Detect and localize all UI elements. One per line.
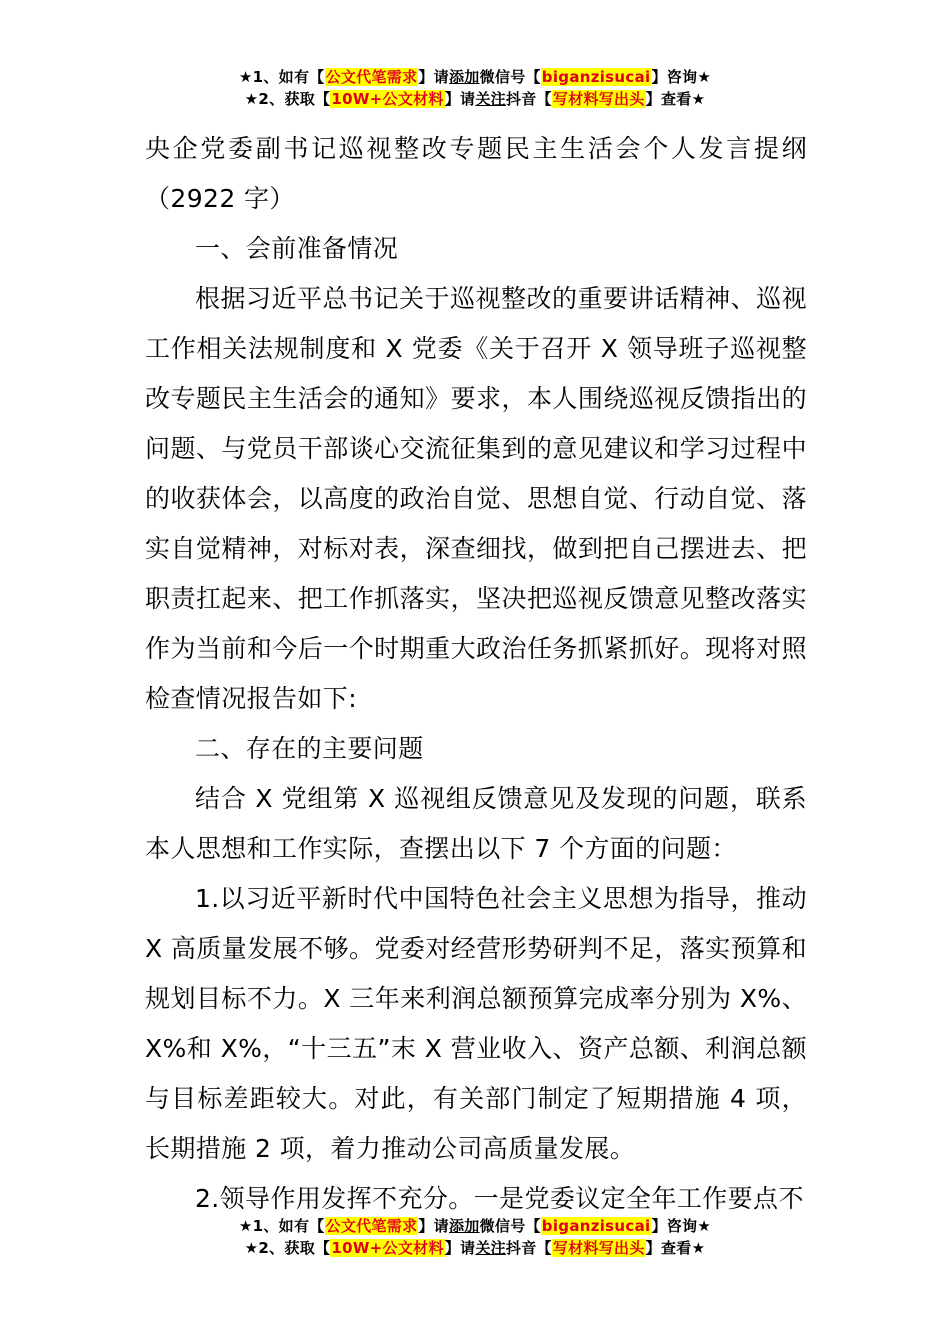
promo-line-1-suffix: 】咨询★ bbox=[651, 68, 712, 86]
document-title: 央企党委副书记巡视整改专题民主生活会个人发言提纲（2922 字） bbox=[145, 134, 807, 213]
promo-underline-follow: 关注 bbox=[475, 90, 506, 108]
promo-line-2 bbox=[0, 88, 950, 110]
promo-line-1-mid2: 微信号【 bbox=[479, 68, 541, 86]
footer-promo-underline-add: 添加 bbox=[448, 1217, 480, 1235]
footer-promo-line-2-mid1: 】请 bbox=[444, 1239, 476, 1257]
footer-promo-line-1-prefix: ★1、如有【 bbox=[238, 1217, 325, 1235]
promo-line-1-mid1: 】请 bbox=[418, 68, 449, 86]
promo-highlight-douyin-id: 写材料写出头 bbox=[552, 90, 645, 108]
footer-promo-line-1 bbox=[0, 1215, 950, 1237]
promo-line-2-suffix: 】查看★ bbox=[645, 90, 706, 108]
promo-line-1-prefix: ★1、如有【 bbox=[238, 68, 325, 86]
header-promo-banner bbox=[0, 66, 950, 110]
footer-promo-banner bbox=[0, 1215, 950, 1259]
paragraph-problem-1: 1.以习近平新时代中国特色社会主义思想为指导，推动 X 高质量发展不够。党委对经营形势研判不足，落实预算和规划目标不力。X 三年来利润总额预算完成率分别为 X%、X%和 X%，“十三五”末 X 营业收入、资产总额、利润总额与目标差距较大。对此，有关部门制定了短期措施 4 项，长期措施 2 项，着力推动公司高质量发展。 bbox=[145, 884, 807, 1163]
footer-promo-highlight-douyin-id: 写材料写出头 bbox=[552, 1239, 645, 1257]
promo-highlight-materials: 10W+公文材料 bbox=[331, 90, 444, 108]
footer-promo-highlight-materials: 10W+公文材料 bbox=[331, 1239, 444, 1257]
paragraph-problems-intro: 结合 X 党组第 X 巡视组反馈意见及发现的问题，联系本人思想和工作实际，查摆出以下 7 个方面的问题： bbox=[145, 784, 807, 863]
promo-highlight-wechat-id: biganzisucai bbox=[541, 68, 651, 86]
promo-underline-add: 添加 bbox=[448, 68, 480, 86]
section-heading-preparation: 一、会前准备情况 bbox=[195, 234, 399, 263]
footer-promo-line-2-prefix: ★2、获取【 bbox=[244, 1239, 331, 1257]
promo-line-2-mid1: 】请 bbox=[444, 90, 476, 108]
footer-promo-highlight-wechat-id: biganzisucai bbox=[541, 1217, 651, 1235]
promo-line-2-mid2: 抖音【 bbox=[505, 90, 552, 108]
footer-promo-line-1-mid2: 微信号【 bbox=[479, 1217, 541, 1235]
paragraph-preparation: 根据习近平总书记关于巡视整改的重要讲话精神、巡视工作相关法规制度和 X 党委《关于召开 X 领导班子巡视整改专题民主生活会的通知》要求，本人围绕巡视反馈指出的问题、与党员干部谈心交流征集到的意见建议和学习过程中的收获体会，以高度的政治自觉、思想自觉、行动自觉、落实自觉精神，对标对表，深查细找，做到把自己摆进去、把职责扛起来、把工作抓落实，坚决把巡视反馈意见整改落实作为当前和今后一个时期重大政治任务抓紧抓好。现将对照检查情况报告如下: bbox=[145, 284, 807, 713]
footer-promo-line-2-suffix: 】查看★ bbox=[645, 1239, 706, 1257]
section-heading-problems: 二、存在的主要问题 bbox=[195, 734, 424, 763]
footer-promo-underline-follow: 关注 bbox=[475, 1239, 506, 1257]
footer-promo-line-2 bbox=[0, 1237, 950, 1259]
footer-promo-line-1-mid1: 】请 bbox=[418, 1217, 449, 1235]
footer-promo-highlight-service: 公文代笔需求 bbox=[325, 1217, 418, 1235]
footer-promo-line-1-suffix: 】咨询★ bbox=[651, 1217, 712, 1235]
footer-promo-line-2-mid2: 抖音【 bbox=[505, 1239, 552, 1257]
promo-line-2-prefix: ★2、获取【 bbox=[244, 90, 331, 108]
promo-line-1 bbox=[0, 66, 950, 88]
paragraph-problem-2: 2.领导作用发挥不充分。一是党委议定全年工作要点不 bbox=[195, 1184, 804, 1213]
document-body bbox=[145, 124, 807, 1224]
promo-highlight-service: 公文代笔需求 bbox=[325, 68, 418, 86]
